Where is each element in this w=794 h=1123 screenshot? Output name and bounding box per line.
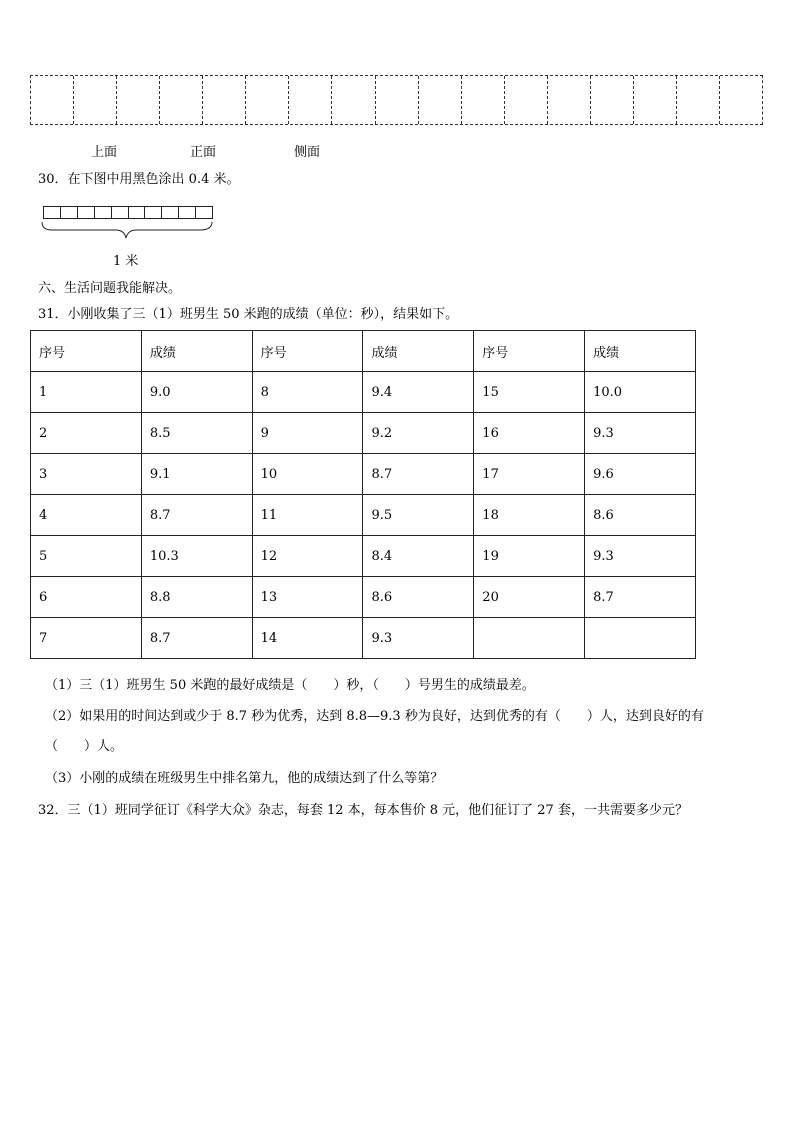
table-cell: 17 bbox=[474, 454, 585, 495]
table-cell: 9.1 bbox=[141, 454, 252, 495]
table-cell: 2 bbox=[31, 413, 142, 454]
strip-segment[interactable] bbox=[145, 207, 162, 218]
table-cell: 1 bbox=[31, 372, 142, 413]
curly-brace-icon bbox=[40, 220, 218, 242]
strip-segment[interactable] bbox=[78, 207, 95, 218]
header-cell: 序号 bbox=[31, 331, 142, 372]
strip-segment[interactable] bbox=[95, 207, 112, 218]
table-cell: 5 bbox=[31, 536, 142, 577]
header-cell: 序号 bbox=[252, 331, 363, 372]
header-cell: 成绩 bbox=[141, 331, 252, 372]
table-header-row bbox=[31, 331, 696, 372]
header-cell: 序号 bbox=[474, 331, 585, 372]
table-cell: 20 bbox=[474, 577, 585, 618]
grid-cell bbox=[160, 76, 203, 124]
table-cell: 12 bbox=[252, 536, 363, 577]
strip-segment[interactable] bbox=[129, 207, 146, 218]
table-cell: 8.4 bbox=[363, 536, 474, 577]
view-label-front: 正面 bbox=[190, 145, 217, 160]
table-cell: 9 bbox=[252, 413, 363, 454]
table-cell: 8.5 bbox=[141, 413, 252, 454]
header-cell: 成绩 bbox=[363, 331, 474, 372]
grid-cell bbox=[720, 76, 762, 124]
strip-segment[interactable] bbox=[179, 207, 196, 218]
question-31-part-1: （1）三（1）班男生 50 米跑的最好成绩是（ ）秒，（ ）号男生的成绩最差。 bbox=[45, 678, 535, 693]
header-cell: 成绩 bbox=[585, 331, 696, 372]
table-cell bbox=[474, 618, 585, 659]
grid-cell bbox=[677, 76, 720, 124]
meter-strip bbox=[43, 206, 213, 219]
table-cell: 13 bbox=[252, 577, 363, 618]
table-cell: 8.6 bbox=[363, 577, 474, 618]
grid-cell bbox=[332, 76, 375, 124]
grid-cell bbox=[246, 76, 289, 124]
table-cell: 8.7 bbox=[585, 577, 696, 618]
table-cell: 4 bbox=[31, 495, 142, 536]
table-row bbox=[31, 454, 696, 495]
view-label-side: 侧面 bbox=[294, 145, 321, 160]
table-cell: 3 bbox=[31, 454, 142, 495]
grid-cell bbox=[634, 76, 677, 124]
table-cell: 10.3 bbox=[141, 536, 252, 577]
grid-cell bbox=[591, 76, 634, 124]
strip-segment[interactable] bbox=[61, 207, 78, 218]
grid-cell bbox=[31, 76, 74, 124]
table-cell: 10.0 bbox=[585, 372, 696, 413]
grid-cell bbox=[419, 76, 462, 124]
grid-cell bbox=[289, 76, 332, 124]
table-cell: 9.3 bbox=[585, 536, 696, 577]
meter-label: 1 米 bbox=[113, 254, 139, 269]
scores-table bbox=[30, 330, 696, 659]
table-cell: 6 bbox=[31, 577, 142, 618]
table-cell: 9.3 bbox=[585, 413, 696, 454]
table-row bbox=[31, 618, 696, 659]
table-row bbox=[31, 495, 696, 536]
table-cell: 9.3 bbox=[363, 618, 474, 659]
table-cell: 9.4 bbox=[363, 372, 474, 413]
table-row bbox=[31, 577, 696, 618]
table-cell: 16 bbox=[474, 413, 585, 454]
table-cell: 18 bbox=[474, 495, 585, 536]
grid-cell bbox=[462, 76, 505, 124]
question-30: 30．在下图中用黑色涂出 0.4 米。 bbox=[38, 172, 240, 187]
table-cell: 11 bbox=[252, 495, 363, 536]
question-32: 32．三（1）班同学征订《科学大众》杂志，每套 12 本，每本售价 8 元，他们征订了 27 套，一共需要多少元？ bbox=[38, 803, 688, 818]
question-31-part-2: （2）如果用的时间达到或少于 8.7 秒为优秀，达到 8.8—9.3 秒为良好，达到优秀的有（ ）人，达到良好的有 bbox=[45, 709, 704, 724]
table-cell: 19 bbox=[474, 536, 585, 577]
grid-cell bbox=[203, 76, 246, 124]
table-cell: 10 bbox=[252, 454, 363, 495]
table-cell: 7 bbox=[31, 618, 142, 659]
grid-cell bbox=[117, 76, 160, 124]
table-cell: 8.7 bbox=[363, 454, 474, 495]
strip-segment[interactable] bbox=[162, 207, 179, 218]
table-cell: 15 bbox=[474, 372, 585, 413]
table-cell: 9.2 bbox=[363, 413, 474, 454]
table-cell: 8.7 bbox=[141, 495, 252, 536]
grid-cell bbox=[548, 76, 591, 124]
strip-segment[interactable] bbox=[112, 207, 129, 218]
strip-segment[interactable] bbox=[44, 207, 61, 218]
table-cell: 9.0 bbox=[141, 372, 252, 413]
table-cell: 9.6 bbox=[585, 454, 696, 495]
table-cell: 8.6 bbox=[585, 495, 696, 536]
grid-cell bbox=[376, 76, 419, 124]
table-cell: 9.5 bbox=[363, 495, 474, 536]
table-row bbox=[31, 536, 696, 577]
strip-segment[interactable] bbox=[196, 207, 212, 218]
section-6-title: 六、生活问题我能解决。 bbox=[38, 281, 182, 296]
view-drawing-grid bbox=[30, 75, 763, 125]
table-cell: 8 bbox=[252, 372, 363, 413]
question-31-part-2-cont: （ ）人。 bbox=[45, 739, 124, 754]
table-cell: 8.8 bbox=[141, 577, 252, 618]
table-cell: 14 bbox=[252, 618, 363, 659]
table-cell: 8.7 bbox=[141, 618, 252, 659]
grid-cell bbox=[74, 76, 117, 124]
grid-cell bbox=[505, 76, 548, 124]
table-row bbox=[31, 413, 696, 454]
question-31-part-3: （3）小刚的成绩在班级男生中排名第九，他的成绩达到了什么等第？ bbox=[45, 771, 444, 786]
table-row bbox=[31, 372, 696, 413]
question-31: 31．小刚收集了三（1）班男生 50 米跑的成绩（单位：秒），结果如下。 bbox=[38, 307, 459, 322]
view-label-top: 上面 bbox=[91, 145, 118, 160]
table-cell bbox=[585, 618, 696, 659]
